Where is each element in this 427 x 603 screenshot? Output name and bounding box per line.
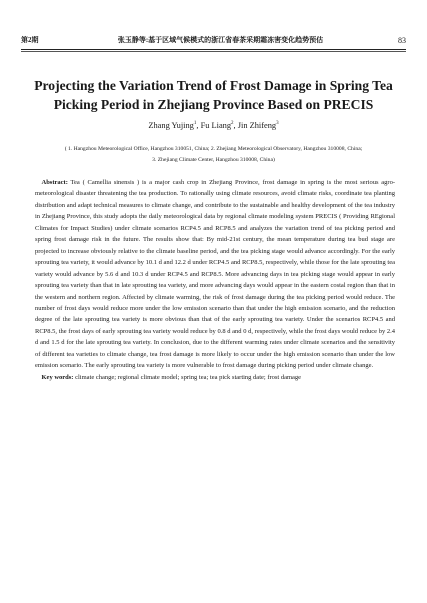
author-name: Fu Liang xyxy=(200,121,232,130)
keywords-text: climate change; regional climate model; spring tea; tea pick starting date; frost damage xyxy=(75,373,302,381)
header-rule-thin xyxy=(21,51,406,52)
keywords-label: Key words: xyxy=(41,373,74,381)
author-affil-mark: 2 xyxy=(231,121,234,127)
paper-title: Projecting the Variation Trend of Frost Damage in Spring Tea Picking Period in Zhejiang Province Based on PRECIS xyxy=(34,78,393,112)
issue-number: 第2期 xyxy=(21,36,39,44)
abstract-label: Abstract: xyxy=(41,179,68,186)
author-list: Zhang Yujing$^1$, Fu Liang$^2$, Jin Zhifeng$^3$ xyxy=(148,121,279,130)
header-rule xyxy=(21,49,406,50)
affiliations xyxy=(22,144,405,166)
affiliation-line: ( 1. Hangzhou Meteorological Office, Hangzhou 310051, China; 2. Zhejiang Meteorological Observatory, Hangzhou 310008, China; xyxy=(64,146,363,152)
abstract-block xyxy=(35,177,395,383)
author-affil-mark: 1 xyxy=(193,121,197,127)
page-header xyxy=(21,33,406,47)
keywords-paragraph xyxy=(35,372,395,383)
abstract-text: Tea ( Camellia sinensis ) is a major cash crop in Zhejiang Province, frost damage in spring is the most serious agro-meteorological disaster threatening the tea production. To rationally using climate resources, avoid climate risks, coordinate tea planting distribution and adapt technical measures to climate change, and contribute to the sustainable and healthy development of the tea industry in Zhejiang Province, this study adopts the daily meteorological data by regional climate modeling system PRECIS ( Providing REgional Climates for Impact Studies) under climate scenarios RCP4.5 and RCP8.5 and analyzes the variation trend of tea picking period and spring frost damage risk in the future. The results show that: By mid-21st century, the mean temperature during tea bud stage are projected to increase obviously relative to the climate baseline period, and the tea picking stage would advance accordingly. For the early sprouting tea variety, it would advance by 10.1 d and 12.2 d under RCP4.5 and RCP8.5, respectively, while those for the late sprouting tea variety would advance by 5.6 d and 10.3 d under RCP4.5 and RCP8.5. More advancing days in tea picking stage would appear in early sprouting tea variety than that in late sprouting tea variety, and more advancing days would appear in the eastern costal region than that in the western and northern region. Affected by climate warming, the risk of frost damage during the tea picking period would reduce. The number of frost days would reduce more under the low emission scenario than that under the high emission scenario, and the reduction degree of the late sprouting tea variety is more obvious than that of the early sprouting tea variety. Under the scenarios RCP4.5 and RCP8.5, the frost days of early sprouting tea variety would reduce by 0.8 d and 0 d, respectively, while the frost days would reduce by 2.4 d and 1.5 d for the late sprouting tea variety. In conclusion, due to the different warming rates under climate scenarios and the sensitivity of different tea varieties to climate change, tea frost damage is more likely to occur under the high emission scenario than under the low emission scenario. The early sprouting tea variety is more vulnerable to frost damage during picking period under climate change. xyxy=(35,179,396,370)
affiliation-line: 3. Zhejiang Climate Center, Hangzhou 310008, China) xyxy=(152,157,275,163)
author-name: Jin Zhifeng xyxy=(237,121,277,130)
abstract-paragraph xyxy=(35,177,395,372)
page-number: 83 xyxy=(398,35,406,45)
running-title: 张玉静等:基于区域气候模式的浙江省春茶采期霜冻害变化趋势预估 xyxy=(117,36,324,44)
author-affil-mark: 3 xyxy=(276,121,279,127)
author-name: Zhang Yujing xyxy=(148,121,194,130)
